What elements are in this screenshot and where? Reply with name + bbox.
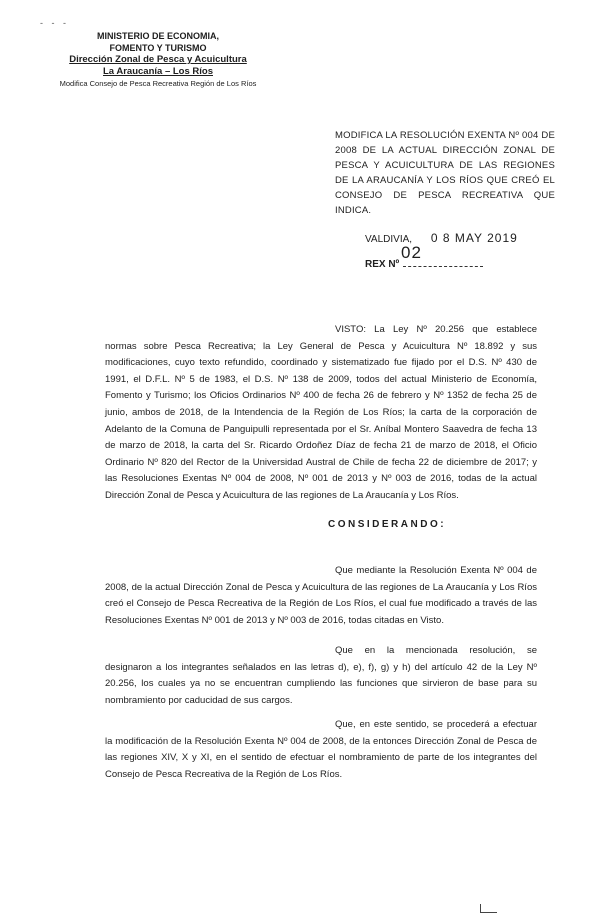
- office-region: La Araucanía – Los Ríos: [103, 66, 213, 77]
- resolution-subject: MODIFICA LA RESOLUCIÓN EXENTA Nº 004 DE 2008 DE LA ACTUAL DIRECCIÓN ZONAL DE PESCA Y ACUICULTURA DE LAS REGIONES DE LA ARAUCANÍA Y LOS RÍOS QUE CREÓ EL CONSEJO DE PESCA RECREATIVA QUE INDICA.: [335, 130, 555, 216]
- considerando-paragraph-1: [105, 563, 537, 629]
- corner-mark: - - -: [40, 18, 69, 28]
- considerando-paragraph-3: [105, 717, 537, 783]
- ministry-name-line2: FOMENTO Y TURISMO: [109, 43, 207, 53]
- considerando-text-3: Que, en este sentido, se procederá a efectuar la modificación de la Resolución Exenta Nº 004 de 2008, de la entonces Dirección Zonal de Pesca de las regiones XIV, X y XI, en el sentido de efectuar el nombramiento de parte de los integrantes del Consejo de Pesca Recreativa de la Región de Los Ríos.: [105, 719, 537, 780]
- considerando-text-1: Que mediante la Resolución Exenta Nº 004 de 2008, de la actual Dirección Zonal de Pesca y Acuicultura de las regiones de La Araucanía y Los Ríos creó el Consejo de Pesca Recreativa de la Región de Los Ríos, el cual fue modificado a través de las Resoluciones Exentas Nº 001 de 2013 y Nº 003 de 2016, todas citadas en Visto.: [105, 565, 537, 626]
- ministry-name: MINISTERIO DE ECONOMIA,: [96, 31, 219, 41]
- rex-label: REX Nº: [365, 259, 400, 270]
- document-reference: Modifica Consejo de Pesca Recreativa Región de Los Ríos: [59, 79, 257, 88]
- considerando-heading: CONSIDERANDO:: [328, 519, 447, 530]
- office-name: Dirección Zonal de Pesca y Acuicultura: [69, 54, 247, 65]
- letterhead: [58, 30, 258, 89]
- rex-number-line: [365, 243, 483, 270]
- considerando-text-2: Que en la mencionada resolución, se designaron a los integrantes señalados en las letras d), e), f), g) y h) del artículo 42 de la Ley Nº 20.256, los cuales ya no se encuentran cumpliendo las funciones que sirvieron de base para su nombramiento por caducidad de sus cargos.: [105, 645, 537, 706]
- considerando-paragraph-2: [105, 643, 537, 709]
- rex-number: 02: [401, 243, 422, 262]
- page-corner-mark: [480, 904, 497, 913]
- date-stamp: 0 8 MAY 2019: [430, 231, 518, 245]
- visto-paragraph: [105, 322, 537, 505]
- place-date: [365, 231, 518, 245]
- city: VALDIVIA,: [365, 234, 413, 245]
- visto-text: VISTO: La Ley Nº 20.256 que establece normas sobre Pesca Recreativa; la Ley General de Pesca y Acuicultura Nº 18.892 y sus modificaciones, cuyo texto refundido, coordinado y sistematizado fue fijado por el D.S. Nº 430 de 1991, el D.F.L. Nº 5 de 1983, el D.S. Nº 138 de 2009, todos del actual Ministerio de Economía, Fomento y Turismo; los Oficios Ordinarios Nº 400 de fecha 26 de febrero y Nº 1352 de fecha 25 de junio, ambos de 2018, de la Intendencia de la Región de Los Ríos; la carta de la corporación de Adelanto de la Comuna de Panguipulli representada por el Sr. Aníbal Montero Saavedra de fecha 13 de marzo de 2018, la carta del Sr. Ricardo Ordoñez Díaz de fecha 21 de marzo de 2018, el Oficio Ordinario Nº 820 del Rector de la Universidad Austral de Chile de fecha 22 de diciembre de 2017; y las Resoluciones Exentas Nº 004 de 2008, Nº 001 de 2013 y Nº 003 de 2016, todas de la actual Dirección Zonal de Pesca y Acuicultura de las regiones de La Araucanía y Los Ríos.: [105, 324, 537, 501]
